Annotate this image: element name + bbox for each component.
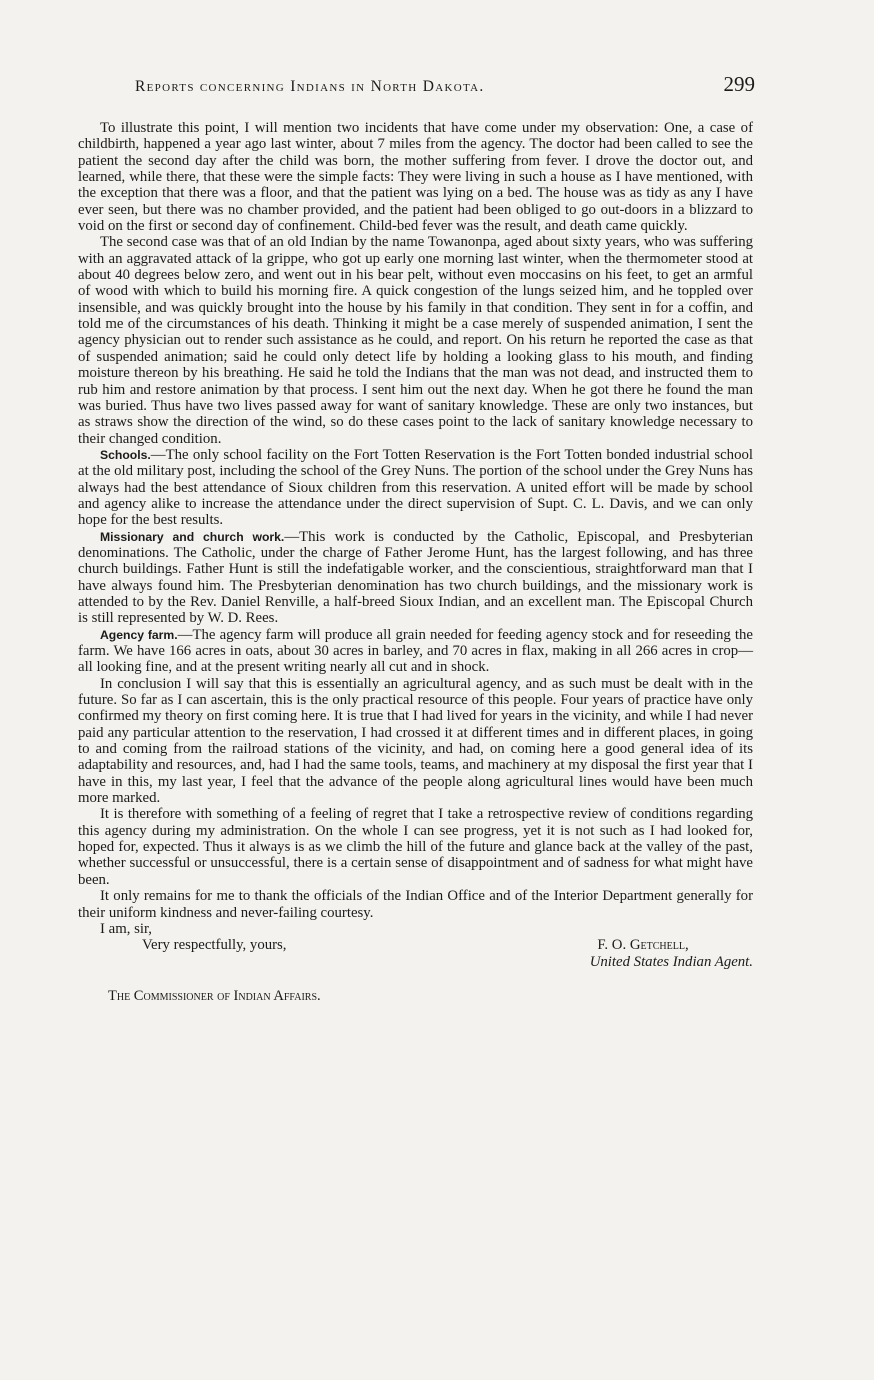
- signer-name: F. O. Getchell,: [597, 937, 689, 954]
- section-missionary-church-work: [78, 529, 753, 627]
- salutation: I am, sir,: [100, 920, 153, 937]
- report-body: [78, 120, 753, 1004]
- section-heading: Agency farm.: [100, 627, 178, 642]
- page-header: [135, 72, 755, 97]
- section-schools: [78, 447, 753, 529]
- signer: [533, 937, 753, 970]
- valediction: Very respectfully, yours,: [142, 937, 287, 954]
- section-heading: Missionary and church work.: [100, 529, 285, 544]
- running-head: Reports concerning Indians in North Dakota.: [135, 78, 485, 95]
- paragraph-towanonpa-incident: [78, 234, 753, 446]
- paragraph-text: —This work is conducted by the Catholic, Episcopal, and Presbyterian denominations. The Catholic, under the charge of Father Jerome Hunt, has the largest following, and has three church buildings. Father Hunt is still the indefatigable worker, and the conscientious, straightforward man that I have always found him. The Presbyterian denomination has two church buildings, and the missionary work is attended to by the Rev. Daniel Renville, a half-breed Sioux Indian, and an excellent man. The Episcopal Church is still represented by W. D. Rees.: [78, 528, 753, 627]
- paragraph-text: In conclusion I will say that this is essentially an agricultural agency, and as such must be dealt with in the future. So far as I can ascertain, this is the only practical resource of this people. Four years of practice have only confirmed my theory on first coming here. It is true that I had lived for years in the vicinity, and while I had never paid any particular attention to the reservation, I had crossed it at different times and in different places, in going to and coming from the railroad stations of the vicinity, and had, on coming here a good general idea of its adaptability and resources, and, had I had the same tools, teams, and machinery at my disposal the first year that I have in this, my last year, I feel that the advance of the people along agricultural lines would have been much more marked.: [78, 675, 753, 807]
- paragraph-text: It is therefore with something of a feeling of regret that I take a retrospective review of conditions regarding this agency during my administration. On the whole I can see progress, yet it is not such as I had looked for, hoped for, expected. Thus it always is as we climb the hill of the future and glance back at the valley of the past, whether successful or unsuccessful, there is a certain sense of disappointment and of sadness for what might have been.: [78, 806, 753, 888]
- paragraph-text: —The agency farm will produce all grain needed for feeding agency stock and for reseeding the farm. We have 166 acres in oats, about 30 acres in barley, and 70 acres in flax, making in all 266 acres in crop—all looking fine, and at the present writing nearly all cut and in shock.: [78, 626, 753, 676]
- addressee: The Commissioner of Indian Affairs.: [108, 987, 321, 1004]
- paragraph-text: To illustrate this point, I will mention two incidents that have come under my observation: One, a case of childbirth, happened a year ago last winter, about 7 miles from the agency. The doctor had been called to see the patient the second day after the child was born, the mother suffering from fever. I drove the doctor out, and learned, while there, that these were the simple facts: They were living in such a house as I have mentioned, with the exception that there was a floor, and that the patient was lying on a bed. The house was as tidy as any I have ever seen, but there was no chamber provided, and the patient had been obliged to go out-doors in a blizzard to void on the first or second day of confinement. Child-bed fever was the result, and death came quickly.: [78, 120, 753, 235]
- paragraph-conclusion: [78, 676, 753, 807]
- paragraph-retrospective: [78, 806, 753, 888]
- signature-block: [78, 937, 753, 970]
- paragraph-text: It only remains for me to thank the officials of the Indian Office and of the Interior Department generally for their uniform kindness and never-failing courtesy.: [78, 888, 753, 921]
- paragraph-text: —The only school facility on the Fort Totten Reservation is the Fort Totten bonded industrial school at the old military post, including the school of the Grey Nuns. The portion of the school under the Grey Nuns has always had the best attendance of Sioux children from this reservation. A united effort will be made by school and agency alike to increase the attendance under the direct supervision of Supt. C. L. Davis, and we can only hope for the best results.: [78, 446, 753, 529]
- page-number: 299: [723, 72, 755, 96]
- section-heading: Schools.: [100, 447, 151, 462]
- paragraph-text: The second case was that of an old Indian by the name Towanonpa, aged about sixty years, who was suffering with an aggravated attack of la grippe, who got up early one morning last winter, when the thermometer stood at about 40 degrees below zero, and went out in his bear pelt, without even moccasins on his feet, to get an armful of wood with which to build his morning fire. A quick congestion of the lungs seized him, and he toppled over insensible, and was quickly brought into the house by his family in that condition. They sent in for a coffin, and told me of the circumstances of his death. Thinking it might be a case merely of suspended animation, I sent the agency physician out to render such assistance as he could, and report. On his return he reported the case as that of suspended animation; said he could only detect life by holding a looking glass to his mouth, and finding moisture thereon by his breathing. He said he told the Indians that the man was not dead, and instructed them to rub him and restore animation by that process. I sent him out the next day. When he got there he found the man was buried. Thus have two lives passed away for want of sanitary knowledge. These are only two instances, but as straws show the direction of the wind, so do these cases point to the lack of sanitary knowledge necessary to their changed condition.: [78, 234, 753, 447]
- section-agency-farm: [78, 627, 753, 676]
- paragraph-childbirth-incident: [78, 120, 753, 234]
- paragraph-thanks: [78, 888, 753, 921]
- signer-title: United States Indian Agent.: [589, 953, 753, 970]
